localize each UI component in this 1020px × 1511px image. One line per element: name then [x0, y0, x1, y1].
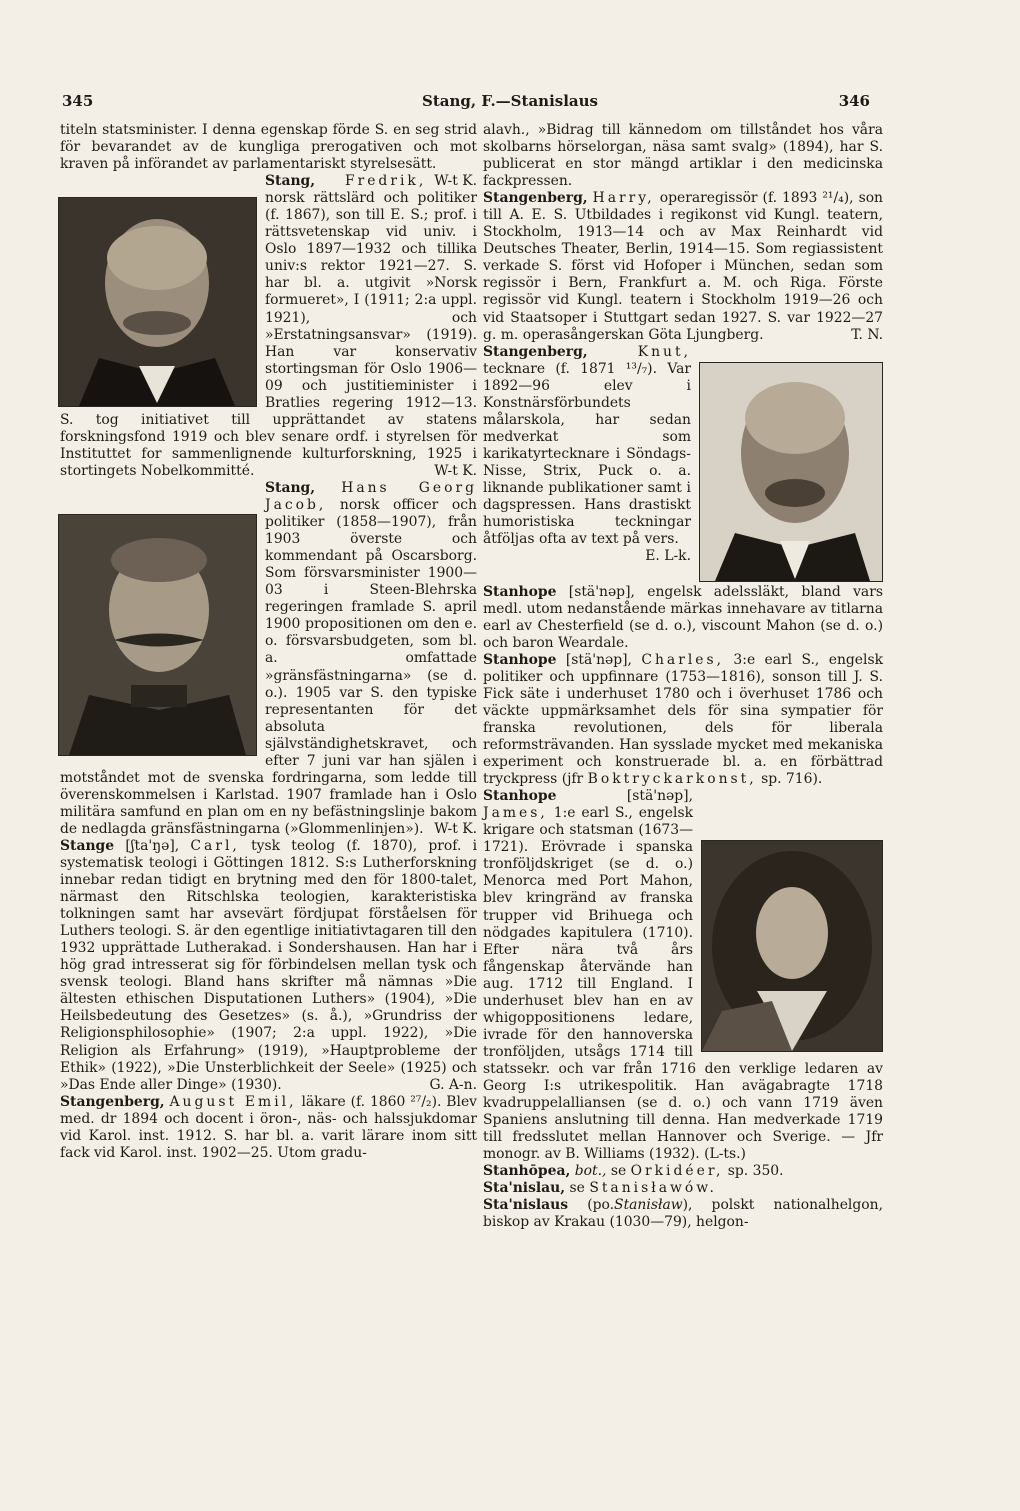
entry-stangenberg-august: Stangenberg, August Emil, läkare (f. 1860 ²⁷/₂). Blev med. dr 1894 och docent i öron-, näs- och halssjukdomar vid Karol. inst. 1912. S. har bl. a. varit lärare inom sitt fack vid Karol. inst. 1902—25. Utom gradu-: [60, 1093, 478, 1161]
pronunciation: [stä'nəp],: [626, 788, 693, 805]
headword: Stangenberg,: [483, 190, 588, 207]
person-name: Charles,: [641, 651, 725, 668]
portrait-stang-fredrik: [58, 197, 257, 407]
page-number-right: 346: [838, 92, 870, 110]
cross-reference: Orkidéer,: [630, 1163, 724, 1180]
left-column: [60, 122, 477, 1162]
abbreviation: bot.,: [574, 1163, 607, 1180]
signature: W-t K.: [434, 173, 477, 190]
running-title: Stang, F.—Stanislaus: [422, 92, 598, 110]
cross-reference: Stanisławów.: [589, 1180, 717, 1197]
entry-stangenberg-harry: Stangenberg, Harry, operaregissör (f. 1893 ²¹/₄), son till A. E. S. Utbildades i regikonst vid Kungl. teatern, Stockholm, 1913—14 och av Max Reinhardt vid Deutsches Theater, Berlin, 1914—15. Som regiassistent verkade S. först vid Hofoper i München, sedan som regissör i Bern, Frankfurt a. M. och Riga. Förste regissör vid Kungl. teatern i Stockholm 1919—26 och vid Staatsoper i Stuttgart sedan 1927. S. var 1922—27 g. m. operasångerskan Göta Ljungberg. T. N.: [483, 190, 884, 343]
headword: Sta'nislau,: [483, 1180, 566, 1197]
signature: T. N.: [851, 326, 883, 343]
entry-stanhopea: Stanhōpea, bot., se Orkidéer, sp. 350.: [483, 1163, 784, 1180]
entry-continuation: alavh., »Bidrag till kännedom om tillståndet hos våra skolbarns hörselorgan, näsa samt svalg» (1894), har S. publicerat en stor mängd artiklar i den medicinska fackpressen.: [483, 122, 883, 190]
entry-stang-fredrik: Stang, Fredrik, norsk rättslärd och politiker (f. 1867), son till E. S.; prof. i rättsvetenskap vid univ. i Oslo 1897—1932 och tillika univ:s rektor 1921—27. S. har bl. a. utgivit »Norsk formueret», I (1911; 2:a uppl. 1921), och »Erstatningsansvar» (1919). Han var konservativ stortingsman för Oslo 1906—09 och justitieminister i Bratlies regering 1912—13. S. tog initiativet till upprättandet av statens forskningsfond 1919 och blev senare ordf. i styrelsen för Instituttet for sammenlignende kulturforskning, 1925 i stortingets Nobelkommitté. W-t K.: [60, 173, 477, 479]
entry-stang-hans: Stang, Hans Georg Jacob, norsk officer och politiker (1858—1907), från 1903 överste och kommendant på Oscarsborg. Som försvarsminister 1900—03 i Steen-Blehrska regeringen framlade S. april 1900 propositionen om den e. o. försvarsbudgeten, som bl. a. omfattade »gränsfästningarna» (se d. o.). 1905 var S. den typiske representanten för det absoluta självständighetskravet, och efter 7 juni var han själen i motståndet mot de svenska fordringarna, som ledde till överenskommelsen i Karlstad. 1907 framlade han i Oslo militära samfund en plan om en ny befästningslinje bakom de nedlagda gränsfästningarna (»Glommenlinjen»). W-t K.: [60, 479, 477, 837]
signature: W-t K.: [434, 820, 477, 837]
signature: W-t K.: [434, 462, 477, 479]
right-column: [483, 122, 883, 1231]
page-number-left: 345: [62, 92, 94, 110]
person-name: James,: [483, 805, 548, 822]
entry-stanislau: Sta'nislau, se Stanisławów.: [483, 1180, 717, 1197]
headword: Stanhope: [483, 788, 557, 805]
headword: Stanhope: [483, 651, 557, 668]
person-name: Harry,: [592, 190, 655, 207]
polish-name: Stanisław: [614, 1197, 683, 1214]
page-header: [0, 92, 1020, 116]
pronunciation: [stä'nəp],: [568, 583, 635, 600]
person-name: Fredrik,: [344, 173, 427, 190]
portrait-stanhope-james: [701, 840, 883, 1052]
signature: E. L-k.: [645, 548, 691, 565]
headword: Stang,: [265, 479, 316, 496]
headword: Stangenberg,: [60, 1093, 165, 1110]
pronunciation: [stä'nəp],: [565, 651, 632, 668]
entry-stange-carl: Stange [ʃta'ŋə], Carl, tysk teolog (f. 1870), prof. i systematisk teologi i Göttingen 1812. S:s Lutherforskning innebar redan tidigt en brytning med den för 1800-talet, närmast den Ritschlska teologien, karakteristiska tolkningen samt har avsevärt fördjupat förståelsen för Luthers teologi. S. är den egentlige initiativtagaren till den 1932 upprättade Lutherakad. i Sondershausen. Han har i hög grad intresserat sig för förbindelsen mellan tysk och svensk teologi. Bland hans skrifter må nämnas »Die ältesten ethischen Disputationen Luthers» (1904), »Die Heilsbedeutung des Gesetzes» (s. å.), »Grundriss der Religionsphilosophie» (1907; 2:a uppl. 1922), »Die Religion als Erfahrung» (1919), »Hauptprobleme der Ethik» (1922), »Die Unsterblichkeit der Seele» (1925) och »Das Ende aller Dinge» (1930). G. A-n.: [60, 837, 478, 1093]
headword: Stange: [60, 837, 115, 854]
entry-stanhope-james: Stanhope [stä'nəp], James, 1:e earl S., engelsk krigare och statsman (1673—1721). Erövrade i spanska tronföljdskriget (se d. o.) Menorca med Port Mahon, blev kringränd av franska trupper vid Brihuega och nödgades kapitulera (1710). Efter nära två års fångenskap återvände han aug. 1712 till England. I underhuset blev han en av whigoppositionens ledare, ivrade för den hannoverska tronföljden, utsågs 1714 till statssekr. och var från 1716 den verklige ledaren av Georg I:s utrikespolitik. Han avägabragte 1718 kvadruppelalliansen (se d. o.) och vann 1719 även Spaniens anslutning till denna. Han medverkade 1719 till fredsslutet mellan Hannover och Sverige. — Jfr monogr. av B. Williams (1932). (L-ts.): [483, 788, 883, 1163]
person-name: Carl,: [190, 837, 240, 854]
person-name: August Emil,: [169, 1093, 297, 1110]
headword: Stanhōpea,: [483, 1163, 571, 1180]
cross-reference: Boktryckarkonst,: [587, 771, 757, 788]
headword: Stangenberg,: [483, 343, 588, 360]
person-name: Knut,: [637, 343, 691, 360]
entry-stangenberg-knut: Stangenberg, Knut, tecknare (f. 1871 ¹³/₇). Var 1892—96 elev i Konstnärsförbundets målarskola, har sedan medverkat som karikatyrtecknare i Söndags-Nisse, Strix, Puck o. a. liknande publikationer samt i dagspressen. Hans drastiskt humoristiska teckningar åtföljas ofta av text på vers. E. L-k.: [483, 344, 883, 549]
headword: Stang,: [265, 173, 316, 190]
person-name: Hans Georg Jacob,: [265, 479, 477, 514]
entry-stanislaus: Sta'nislaus (po.Stanisław), polskt nationalhelgon, biskop av Krakau (1030—79), helgon-: [483, 1197, 883, 1231]
signature: G. A-n.: [429, 1076, 477, 1093]
portrait-stangenberg-knut: [699, 362, 883, 582]
headword: Sta'nislaus: [483, 1197, 569, 1214]
entry-stanhope-family: Stanhope [stä'nəp], engelsk adelssläkt, bland vars medl. utom nedanstående märkas innehavare av titlarna earl av Chesterfield (se d. o.), viscount Mahon (se d. o.) och baron Weardale.: [483, 583, 883, 651]
entry-stanhope-charles: Stanhope [stä'nəp], Charles, 3:e earl S., engelsk politiker och uppfinnare (1753—1816), sonson till J. S. Fick säte i underhuset 1780 och i överhuset 1786 och väckte uppmärksamhet dels för sina sympatier för franska revolutionen, dels för liberala reformsträvanden. Han sysslade mycket med mekaniska experiment och konstruerade bl. a. en förbättrad tryckpress (jfr Boktryckarkonst, sp. 716).: [483, 651, 883, 788]
pronunciation: [ʃta'ŋə],: [125, 837, 180, 854]
headword: Stanhope: [483, 583, 557, 600]
portrait-stang-hans: [58, 514, 257, 756]
entry-continuation: titeln statsminister. I denna egenskap förde S. en seg strid för bevarandet av de kungliga prerogativen och mot kraven på införandet av parlamentariskt styrelsesätt. W-t K.: [60, 122, 477, 190]
